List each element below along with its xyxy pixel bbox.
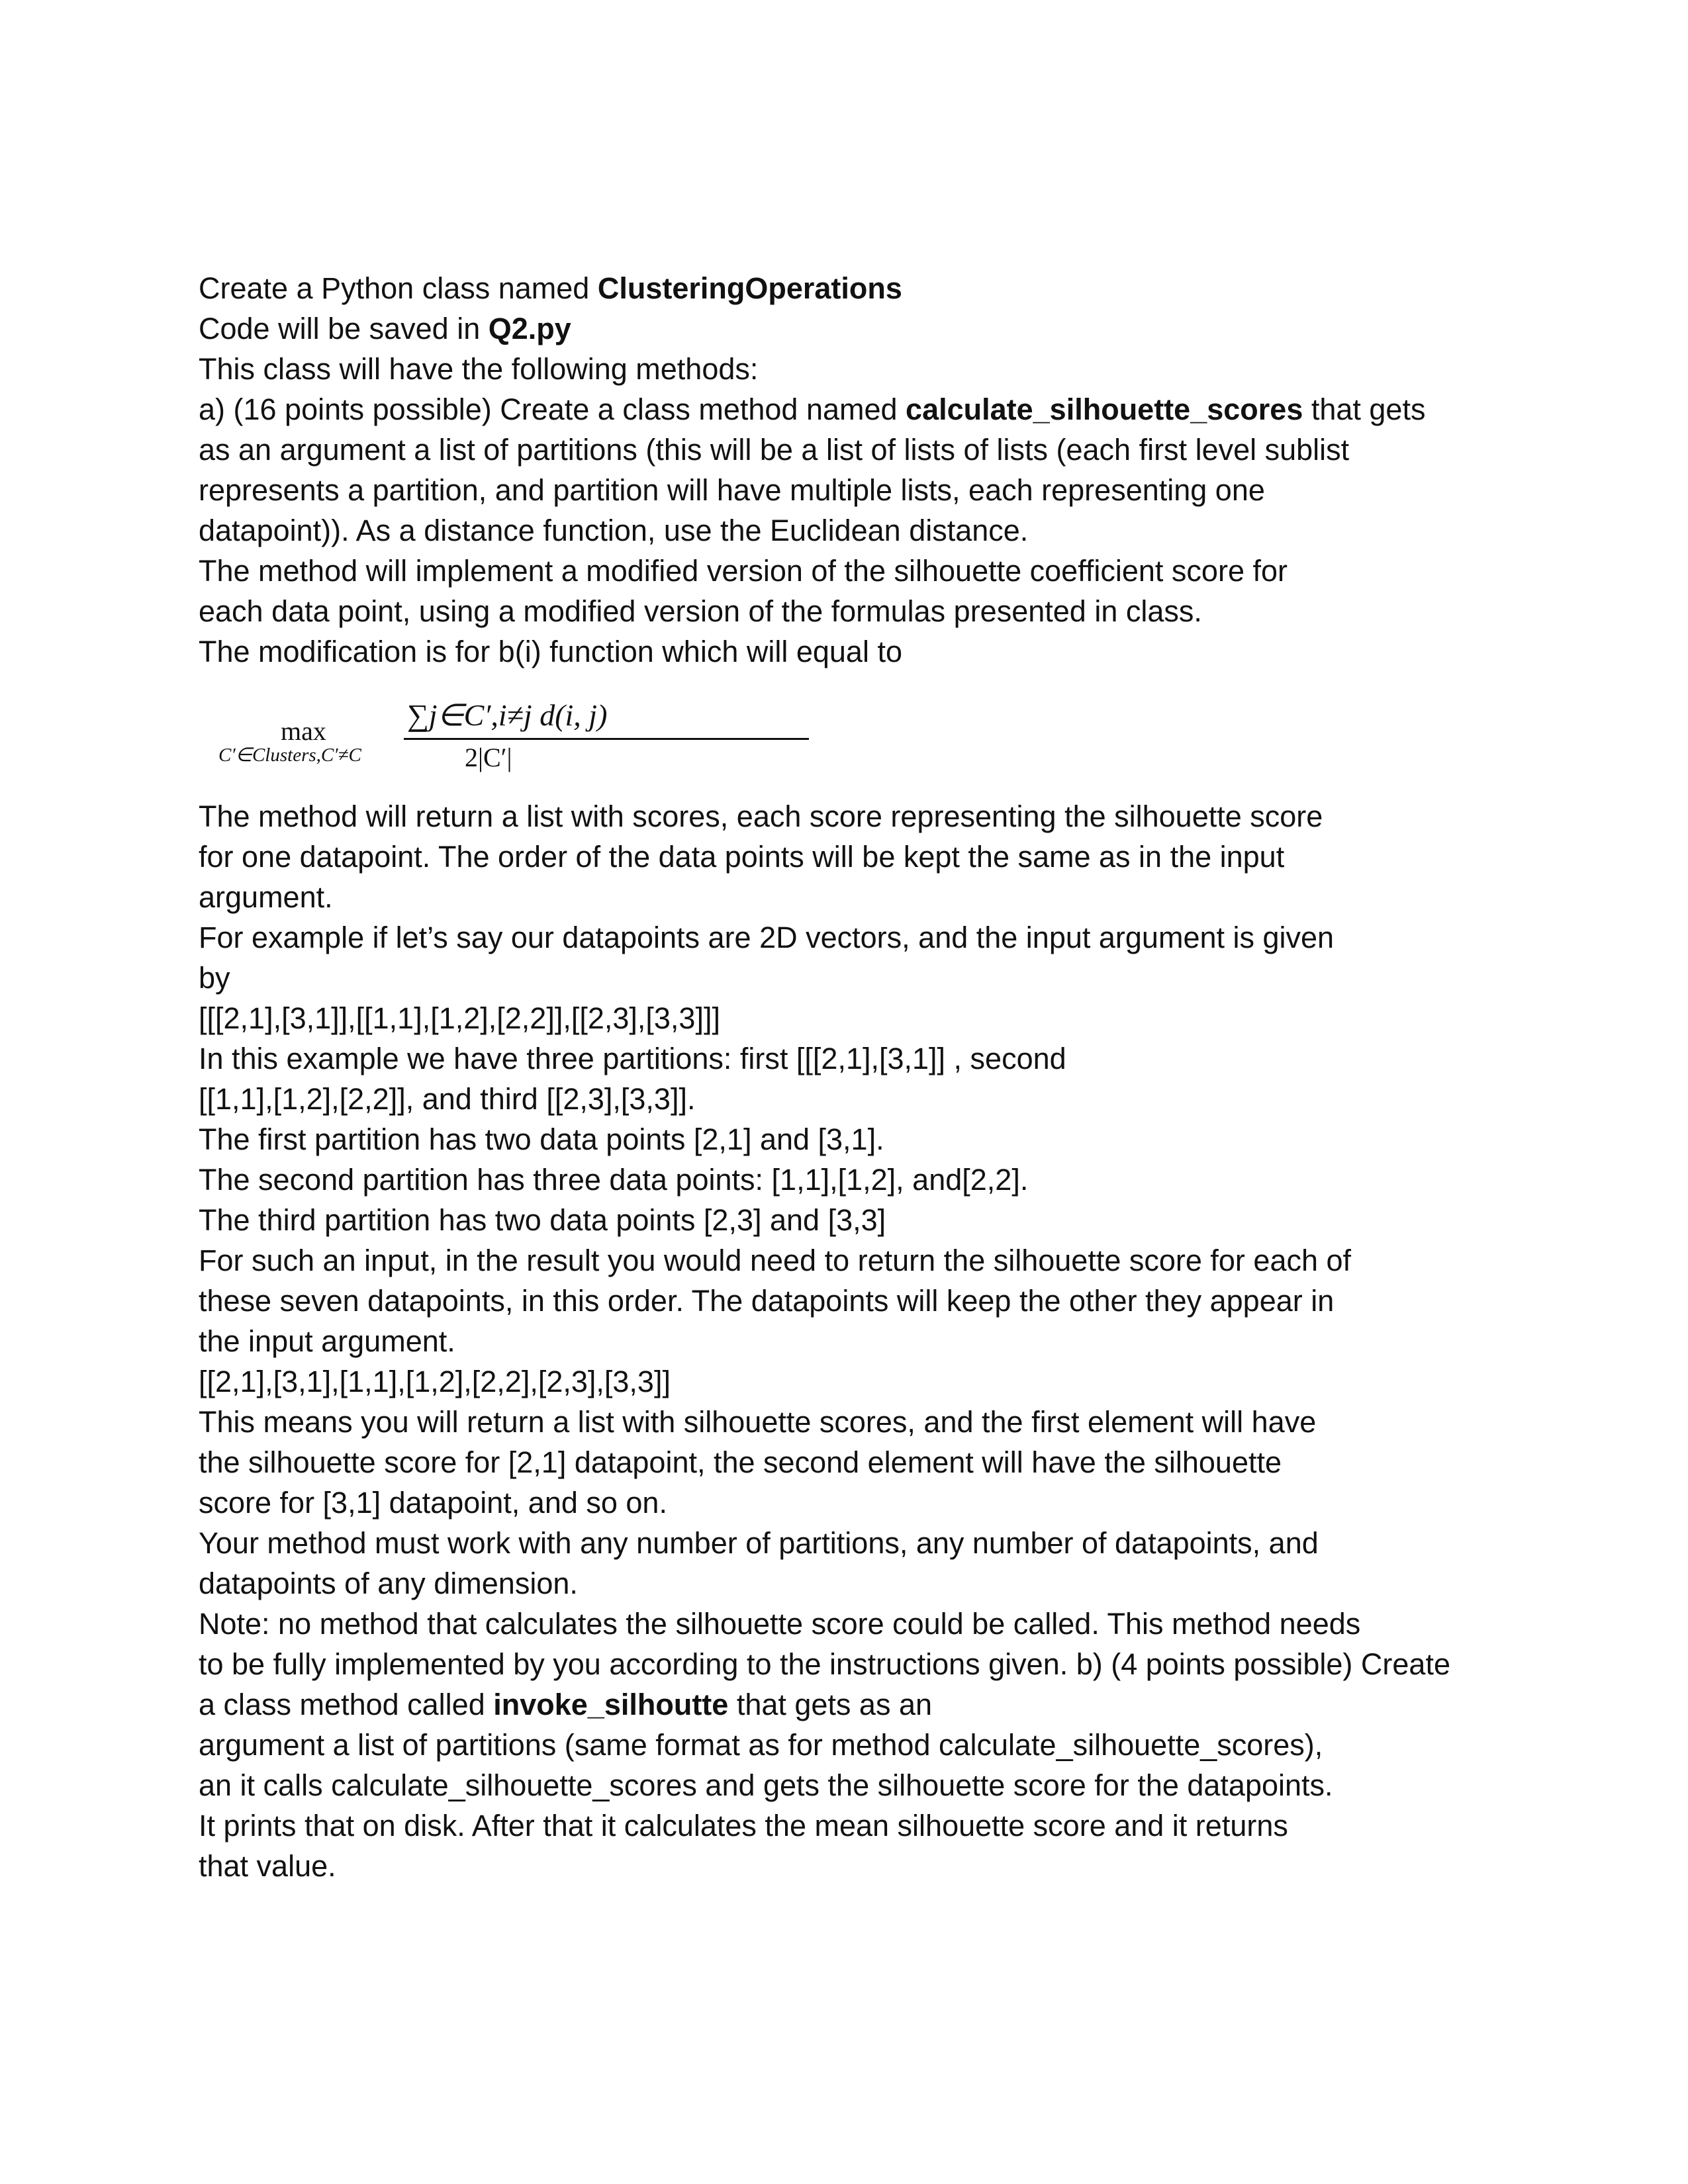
text-line: the silhouette score for [2,1] datapoint, the second element will have the silhouette bbox=[199, 1445, 1282, 1479]
b-function-formula bbox=[199, 690, 1523, 772]
text-line: The third partition has two data points [2,3] and [3,3] bbox=[199, 1203, 886, 1237]
example-order: [[2,1],[3,1],[1,1],[1,2],[2,2],[2,3],[3,3]] bbox=[199, 1365, 671, 1398]
text-line: For such an input, in the result you would need to return the silhouette score for each of bbox=[199, 1244, 1352, 1277]
text-line: datapoint)). As a distance function, use the Euclidean distance. bbox=[199, 514, 1029, 547]
text-line: score for [3,1] datapoint, and so on. bbox=[199, 1486, 667, 1520]
text-line: the input argument. bbox=[199, 1324, 455, 1358]
text-line: The method will implement a modified version of the silhouette coefficient score for bbox=[199, 554, 1288, 588]
text-line: these seven datapoints, in this order. The datapoints will keep the other they appear in bbox=[199, 1284, 1335, 1318]
text-line: [[1,1],[1,2],[2,2]], and third [[2,3],[3,3]]. bbox=[199, 1082, 696, 1116]
text-line: Note: no method that calculates the silhouette score could be called. This method needs bbox=[199, 1607, 1361, 1641]
method-name: invoke_silhoutte bbox=[493, 1688, 729, 1721]
text-line: In this example we have three partitions: first [[[2,1],[3,1]] , second bbox=[199, 1042, 1066, 1075]
document-page bbox=[199, 268, 1523, 1886]
text-line: The first partition has two data points [2,1] and [3,1]. bbox=[199, 1122, 884, 1156]
formula-numerator: ∑j∈C′,i≠j d(i, j) bbox=[407, 698, 608, 732]
text-line: Your method must work with any number of partitions, any number of datapoints, and bbox=[199, 1526, 1319, 1560]
text-line: argument. bbox=[199, 880, 333, 914]
formula-subscript: C′∈Clusters,C′≠C bbox=[218, 745, 361, 766]
text-line: The method will return a list with scores, each score representing the silhouette score bbox=[199, 799, 1323, 833]
text-line: It prints that on disk. After that it calculates the mean silhouette score and it returns bbox=[199, 1809, 1288, 1843]
formula-block bbox=[199, 690, 662, 772]
text-line: This class will have the following methods: bbox=[199, 352, 759, 386]
text-line: Code will be saved in Q2.py bbox=[199, 312, 571, 345]
class-name: ClusteringOperations bbox=[597, 271, 902, 305]
text-line: an it calls calculate_silhouette_scores and gets the silhouette score for the datapoints. bbox=[199, 1768, 1333, 1802]
text-line: represents a partition, and partition will have multiple lists, each representing one bbox=[199, 473, 1265, 507]
text-line: for one datapoint. The order of the data points will be kept the same as in the input bbox=[199, 840, 1285, 874]
text-line: This means you will return a list with silhouette scores, and the first element will have bbox=[199, 1405, 1317, 1439]
text-line: as an argument a list of partitions (this will be a list of lists of lists (each first level sublist bbox=[199, 433, 1350, 467]
file-name: Q2.py bbox=[488, 312, 571, 345]
formula-max: max bbox=[281, 716, 326, 746]
formula-denominator: 2|C′| bbox=[465, 743, 512, 772]
text-line: The second partition has three data points: [1,1],[1,2], and[2,2]. bbox=[199, 1163, 1029, 1197]
method-name: calculate_silhouette_scores bbox=[906, 392, 1303, 426]
fraction-bar bbox=[404, 738, 809, 740]
text-line: that value. bbox=[199, 1849, 336, 1883]
text-line: The modification is for b(i) function which will equal to bbox=[199, 635, 902, 668]
text-line: by bbox=[199, 961, 230, 995]
text-line: to be fully implemented by you according to the instructions given. b) (4 points possible) Create bbox=[199, 1647, 1450, 1681]
text-line: each data point, using a modified version of the formulas presented in class. bbox=[199, 594, 1202, 628]
example-input: [[[2,1],[3,1]],[[1,1],[1,2],[2,2]],[[2,3],[3,3]]] bbox=[199, 1001, 720, 1035]
text-line: For example if let’s say our datapoints are 2D vectors, and the input argument is given bbox=[199, 921, 1335, 954]
text-line: a) (16 points possible) Create a class method named calculate_silhouette_scores that gets bbox=[199, 392, 1426, 426]
text-line: datapoints of any dimension. bbox=[199, 1567, 578, 1600]
text-line: a class method called invoke_silhoutte that gets as an bbox=[199, 1688, 933, 1721]
text-line: argument a list of partitions (same format as for method calculate_silhouette_scores), bbox=[199, 1728, 1323, 1762]
text-line: Create a Python class named ClusteringOperations bbox=[199, 271, 902, 305]
